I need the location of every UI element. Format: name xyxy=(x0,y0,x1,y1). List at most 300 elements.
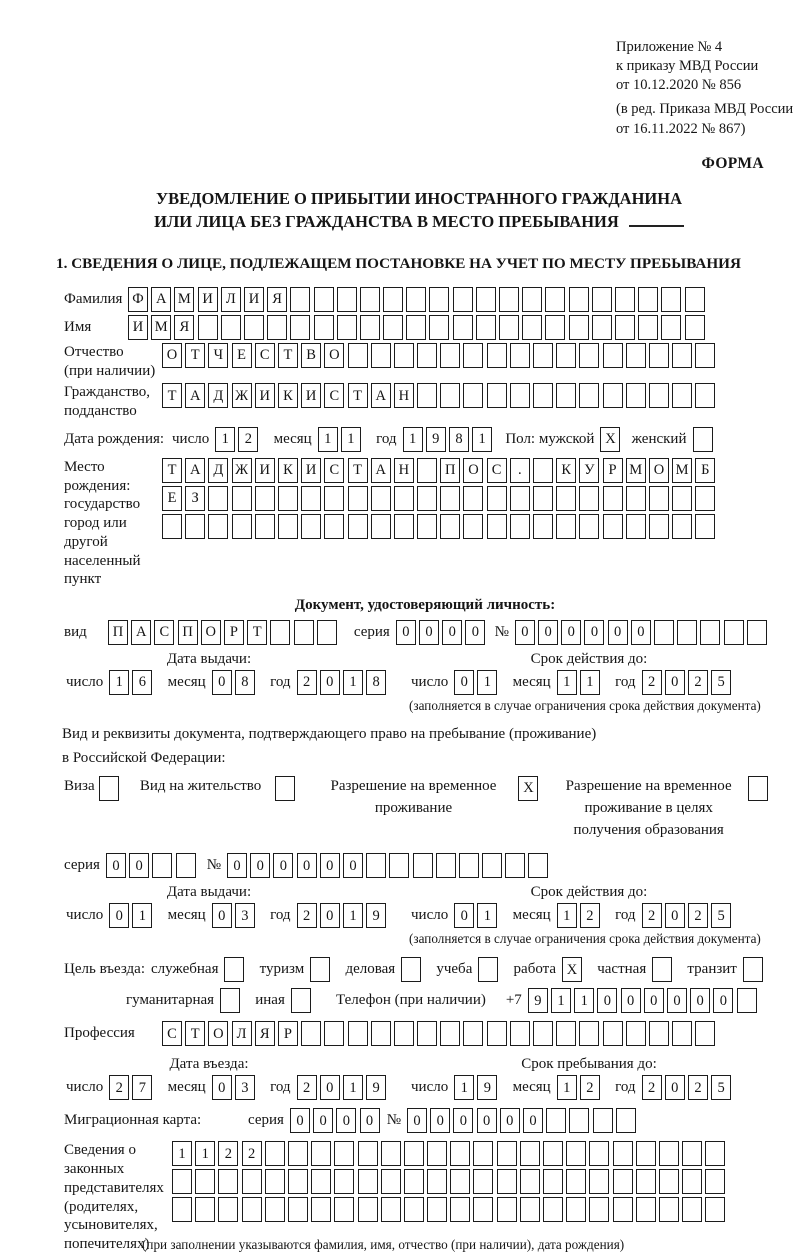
char-cell[interactable]: 1 xyxy=(215,427,235,452)
empty-cell[interactable] xyxy=(371,1021,391,1046)
empty-cell[interactable] xyxy=(278,514,298,539)
empty-cell[interactable] xyxy=(185,514,205,539)
empty-cell[interactable] xyxy=(381,1197,401,1222)
char-cell[interactable]: 2 xyxy=(297,1075,317,1100)
char-cell[interactable]: Е xyxy=(232,343,252,368)
empty-cell[interactable] xyxy=(99,776,119,801)
empty-cell[interactable] xyxy=(695,343,715,368)
empty-cell[interactable] xyxy=(358,1169,378,1194)
char-cell[interactable]: 1 xyxy=(551,988,571,1013)
empty-cell[interactable] xyxy=(603,486,623,511)
empty-cell[interactable] xyxy=(543,1197,563,1222)
char-cell[interactable]: Т xyxy=(185,343,205,368)
empty-cell[interactable] xyxy=(255,486,275,511)
empty-cell[interactable] xyxy=(218,1197,238,1222)
empty-cell[interactable] xyxy=(661,315,681,340)
char-cell[interactable]: О xyxy=(324,343,344,368)
empty-cell[interactable] xyxy=(394,486,414,511)
empty-cell[interactable] xyxy=(290,287,310,312)
char-cell[interactable]: 0 xyxy=(523,1108,543,1133)
char-cell[interactable]: 0 xyxy=(407,1108,427,1133)
char-cell[interactable]: П xyxy=(178,620,198,645)
char-cell[interactable]: 2 xyxy=(218,1141,238,1166)
empty-cell[interactable] xyxy=(417,486,437,511)
empty-cell[interactable] xyxy=(429,287,449,312)
empty-cell[interactable] xyxy=(505,853,525,878)
empty-cell[interactable] xyxy=(661,287,681,312)
empty-cell[interactable] xyxy=(337,315,357,340)
char-cell[interactable]: Т xyxy=(348,383,368,408)
char-cell[interactable]: 1 xyxy=(477,670,497,695)
char-cell[interactable]: 0 xyxy=(320,853,340,878)
char-cell[interactable]: 0 xyxy=(713,988,733,1013)
char-cell[interactable]: К xyxy=(278,383,298,408)
char-cell[interactable]: 2 xyxy=(688,903,708,928)
empty-cell[interactable] xyxy=(510,343,530,368)
empty-cell[interactable] xyxy=(440,486,460,511)
char-cell[interactable]: 3 xyxy=(235,903,255,928)
char-cell[interactable]: С xyxy=(487,458,507,483)
char-cell[interactable]: 1 xyxy=(195,1141,215,1166)
char-cell[interactable]: 0 xyxy=(273,853,293,878)
empty-cell[interactable] xyxy=(195,1197,215,1222)
empty-cell[interactable] xyxy=(748,776,768,801)
char-cell[interactable]: 2 xyxy=(242,1141,262,1166)
empty-cell[interactable] xyxy=(337,287,357,312)
empty-cell[interactable] xyxy=(705,1169,725,1194)
char-cell[interactable]: Ж xyxy=(232,383,252,408)
char-cell[interactable]: 0 xyxy=(667,988,687,1013)
empty-cell[interactable] xyxy=(172,1169,192,1194)
empty-cell[interactable] xyxy=(569,315,589,340)
char-cell[interactable]: 2 xyxy=(642,1075,662,1100)
char-cell[interactable]: Я xyxy=(267,287,287,312)
empty-cell[interactable] xyxy=(334,1197,354,1222)
char-cell[interactable]: 0 xyxy=(561,620,581,645)
empty-cell[interactable] xyxy=(695,383,715,408)
empty-cell[interactable] xyxy=(636,1169,656,1194)
char-cell[interactable]: С xyxy=(324,458,344,483)
char-cell[interactable]: О xyxy=(162,343,182,368)
char-cell[interactable]: 5 xyxy=(711,903,731,928)
empty-cell[interactable] xyxy=(556,383,576,408)
empty-cell[interactable] xyxy=(566,1197,586,1222)
char-cell[interactable]: О xyxy=(649,458,669,483)
char-cell[interactable]: И xyxy=(301,458,321,483)
char-cell[interactable]: 1 xyxy=(580,670,600,695)
char-cell[interactable]: В xyxy=(301,343,321,368)
char-cell[interactable]: М xyxy=(174,287,194,312)
empty-cell[interactable] xyxy=(348,486,368,511)
empty-cell[interactable] xyxy=(522,287,542,312)
char-cell[interactable]: 0 xyxy=(320,670,340,695)
char-cell[interactable]: 1 xyxy=(343,1075,363,1100)
empty-cell[interactable] xyxy=(613,1169,633,1194)
empty-cell[interactable] xyxy=(654,620,674,645)
empty-cell[interactable] xyxy=(695,486,715,511)
char-cell[interactable]: А xyxy=(185,383,205,408)
char-cell[interactable]: 2 xyxy=(688,1075,708,1100)
empty-cell[interactable] xyxy=(626,343,646,368)
empty-cell[interactable] xyxy=(545,315,565,340)
empty-cell[interactable] xyxy=(482,853,502,878)
char-cell[interactable]: 2 xyxy=(297,670,317,695)
char-cell[interactable]: 1 xyxy=(341,427,361,452)
char-cell[interactable]: 0 xyxy=(212,1075,232,1100)
char-cell[interactable]: 9 xyxy=(366,1075,386,1100)
empty-cell[interactable] xyxy=(417,1021,437,1046)
char-cell[interactable]: У xyxy=(579,458,599,483)
empty-cell[interactable] xyxy=(649,514,669,539)
char-cell[interactable]: И xyxy=(198,287,218,312)
empty-cell[interactable] xyxy=(593,1108,613,1133)
char-cell[interactable]: 9 xyxy=(477,1075,497,1100)
empty-cell[interactable] xyxy=(232,514,252,539)
empty-cell[interactable] xyxy=(649,343,669,368)
char-cell[interactable]: Я xyxy=(255,1021,275,1046)
char-cell[interactable]: 0 xyxy=(320,903,340,928)
char-cell[interactable]: . xyxy=(510,458,530,483)
empty-cell[interactable] xyxy=(473,1169,493,1194)
char-cell[interactable]: 0 xyxy=(538,620,558,645)
empty-cell[interactable] xyxy=(569,1108,589,1133)
empty-cell[interactable] xyxy=(301,486,321,511)
empty-cell[interactable] xyxy=(436,853,456,878)
char-cell[interactable]: Т xyxy=(247,620,267,645)
empty-cell[interactable] xyxy=(487,1021,507,1046)
empty-cell[interactable] xyxy=(208,514,228,539)
char-cell[interactable]: 0 xyxy=(621,988,641,1013)
char-cell[interactable]: 8 xyxy=(366,670,386,695)
empty-cell[interactable] xyxy=(381,1169,401,1194)
empty-cell[interactable] xyxy=(301,514,321,539)
char-cell[interactable]: 0 xyxy=(665,670,685,695)
char-cell[interactable]: А xyxy=(151,287,171,312)
char-cell[interactable]: Т xyxy=(162,383,182,408)
empty-cell[interactable] xyxy=(324,486,344,511)
empty-cell[interactable] xyxy=(401,957,421,982)
empty-cell[interactable] xyxy=(476,287,496,312)
char-cell[interactable]: Д xyxy=(208,458,228,483)
empty-cell[interactable] xyxy=(195,1169,215,1194)
empty-cell[interactable] xyxy=(695,1021,715,1046)
char-cell[interactable]: А xyxy=(371,458,391,483)
empty-cell[interactable] xyxy=(615,287,635,312)
char-cell[interactable]: 2 xyxy=(688,670,708,695)
empty-cell[interactable] xyxy=(546,1108,566,1133)
empty-cell[interactable] xyxy=(267,315,287,340)
char-cell[interactable]: 2 xyxy=(642,903,662,928)
empty-cell[interactable] xyxy=(162,514,182,539)
empty-cell[interactable] xyxy=(743,957,763,982)
char-cell[interactable]: 1 xyxy=(454,1075,474,1100)
empty-cell[interactable] xyxy=(672,383,692,408)
empty-cell[interactable] xyxy=(221,315,241,340)
char-cell[interactable]: 2 xyxy=(642,670,662,695)
empty-cell[interactable] xyxy=(417,343,437,368)
empty-cell[interactable] xyxy=(533,514,553,539)
empty-cell[interactable] xyxy=(334,1169,354,1194)
empty-cell[interactable] xyxy=(310,957,330,982)
empty-cell[interactable] xyxy=(672,343,692,368)
empty-cell[interactable] xyxy=(603,343,623,368)
empty-cell[interactable] xyxy=(450,1169,470,1194)
empty-cell[interactable] xyxy=(324,1021,344,1046)
char-cell[interactable]: 0 xyxy=(584,620,604,645)
char-cell[interactable]: М xyxy=(626,458,646,483)
char-cell[interactable]: 1 xyxy=(343,903,363,928)
empty-cell[interactable] xyxy=(440,343,460,368)
char-cell[interactable]: 1 xyxy=(403,427,423,452)
empty-cell[interactable] xyxy=(324,514,344,539)
empty-cell[interactable] xyxy=(569,287,589,312)
empty-cell[interactable] xyxy=(301,1021,321,1046)
char-cell[interactable]: С xyxy=(324,383,344,408)
empty-cell[interactable] xyxy=(314,315,334,340)
char-cell[interactable]: 0 xyxy=(631,620,651,645)
char-cell[interactable]: 1 xyxy=(472,427,492,452)
char-cell[interactable]: X xyxy=(600,427,620,452)
empty-cell[interactable] xyxy=(487,343,507,368)
char-cell[interactable]: Р xyxy=(603,458,623,483)
char-cell[interactable]: Л xyxy=(232,1021,252,1046)
empty-cell[interactable] xyxy=(556,486,576,511)
char-cell[interactable]: 6 xyxy=(132,670,152,695)
empty-cell[interactable] xyxy=(152,853,172,878)
char-cell[interactable]: Б xyxy=(695,458,715,483)
empty-cell[interactable] xyxy=(275,776,295,801)
empty-cell[interactable] xyxy=(649,1021,669,1046)
empty-cell[interactable] xyxy=(176,853,196,878)
empty-cell[interactable] xyxy=(371,343,391,368)
empty-cell[interactable] xyxy=(693,427,713,452)
char-cell[interactable]: П xyxy=(108,620,128,645)
char-cell[interactable]: 9 xyxy=(366,903,386,928)
empty-cell[interactable] xyxy=(242,1169,262,1194)
char-cell[interactable]: 0 xyxy=(396,620,416,645)
char-cell[interactable]: О xyxy=(463,458,483,483)
empty-cell[interactable] xyxy=(244,315,264,340)
empty-cell[interactable] xyxy=(348,514,368,539)
char-cell[interactable]: 2 xyxy=(580,1075,600,1100)
empty-cell[interactable] xyxy=(288,1197,308,1222)
empty-cell[interactable] xyxy=(747,620,767,645)
empty-cell[interactable] xyxy=(232,486,252,511)
empty-cell[interactable] xyxy=(556,343,576,368)
char-cell[interactable]: 0 xyxy=(320,1075,340,1100)
empty-cell[interactable] xyxy=(520,1197,540,1222)
empty-cell[interactable] xyxy=(533,383,553,408)
empty-cell[interactable] xyxy=(510,514,530,539)
empty-cell[interactable] xyxy=(510,383,530,408)
empty-cell[interactable] xyxy=(695,514,715,539)
empty-cell[interactable] xyxy=(429,315,449,340)
empty-cell[interactable] xyxy=(556,514,576,539)
char-cell[interactable]: 0 xyxy=(212,903,232,928)
empty-cell[interactable] xyxy=(579,486,599,511)
empty-cell[interactable] xyxy=(450,1197,470,1222)
empty-cell[interactable] xyxy=(366,853,386,878)
char-cell[interactable]: 0 xyxy=(227,853,247,878)
char-cell[interactable]: 0 xyxy=(453,1108,473,1133)
empty-cell[interactable] xyxy=(394,343,414,368)
empty-cell[interactable] xyxy=(510,486,530,511)
char-cell[interactable]: 0 xyxy=(212,670,232,695)
empty-cell[interactable] xyxy=(579,514,599,539)
empty-cell[interactable] xyxy=(360,287,380,312)
empty-cell[interactable] xyxy=(417,458,437,483)
empty-cell[interactable] xyxy=(579,343,599,368)
char-cell[interactable]: 0 xyxy=(454,670,474,695)
char-cell[interactable]: 0 xyxy=(109,903,129,928)
char-cell[interactable]: 1 xyxy=(172,1141,192,1166)
empty-cell[interactable] xyxy=(463,1021,483,1046)
char-cell[interactable]: 5 xyxy=(711,1075,731,1100)
empty-cell[interactable] xyxy=(463,514,483,539)
empty-cell[interactable] xyxy=(218,1169,238,1194)
empty-cell[interactable] xyxy=(589,1169,609,1194)
char-cell[interactable]: X xyxy=(562,957,582,982)
char-cell[interactable]: З xyxy=(185,486,205,511)
empty-cell[interactable] xyxy=(566,1169,586,1194)
empty-cell[interactable] xyxy=(291,988,311,1013)
empty-cell[interactable] xyxy=(528,853,548,878)
empty-cell[interactable] xyxy=(700,620,720,645)
empty-cell[interactable] xyxy=(682,1197,702,1222)
char-cell[interactable]: И xyxy=(255,458,275,483)
char-cell[interactable]: 1 xyxy=(132,903,152,928)
empty-cell[interactable] xyxy=(626,1021,646,1046)
empty-cell[interactable] xyxy=(724,620,744,645)
char-cell[interactable]: С xyxy=(255,343,275,368)
empty-cell[interactable] xyxy=(589,1197,609,1222)
empty-cell[interactable] xyxy=(478,957,498,982)
empty-cell[interactable] xyxy=(737,988,757,1013)
empty-cell[interactable] xyxy=(348,1021,368,1046)
empty-cell[interactable] xyxy=(615,315,635,340)
char-cell[interactable]: 0 xyxy=(419,620,439,645)
empty-cell[interactable] xyxy=(440,383,460,408)
char-cell[interactable]: 1 xyxy=(557,1075,577,1100)
empty-cell[interactable] xyxy=(652,957,672,982)
empty-cell[interactable] xyxy=(265,1197,285,1222)
char-cell[interactable]: 0 xyxy=(360,1108,380,1133)
char-cell[interactable]: 0 xyxy=(297,853,317,878)
empty-cell[interactable] xyxy=(487,514,507,539)
empty-cell[interactable] xyxy=(413,853,433,878)
empty-cell[interactable] xyxy=(427,1197,447,1222)
empty-cell[interactable] xyxy=(603,514,623,539)
char-cell[interactable]: Я xyxy=(174,315,194,340)
empty-cell[interactable] xyxy=(677,620,697,645)
char-cell[interactable]: О xyxy=(201,620,221,645)
empty-cell[interactable] xyxy=(543,1169,563,1194)
empty-cell[interactable] xyxy=(290,315,310,340)
empty-cell[interactable] xyxy=(497,1169,517,1194)
char-cell[interactable]: 2 xyxy=(109,1075,129,1100)
char-cell[interactable]: 0 xyxy=(106,853,126,878)
empty-cell[interactable] xyxy=(616,1108,636,1133)
empty-cell[interactable] xyxy=(487,383,507,408)
empty-cell[interactable] xyxy=(389,853,409,878)
char-cell[interactable]: 0 xyxy=(336,1108,356,1133)
char-cell[interactable]: 0 xyxy=(597,988,617,1013)
empty-cell[interactable] xyxy=(394,1021,414,1046)
char-cell[interactable]: Р xyxy=(224,620,244,645)
char-cell[interactable]: 0 xyxy=(608,620,628,645)
char-cell[interactable]: Ч xyxy=(208,343,228,368)
char-cell[interactable]: 0 xyxy=(129,853,149,878)
empty-cell[interactable] xyxy=(626,383,646,408)
char-cell[interactable]: Ф xyxy=(128,287,148,312)
char-cell[interactable]: О xyxy=(208,1021,228,1046)
empty-cell[interactable] xyxy=(649,383,669,408)
empty-cell[interactable] xyxy=(255,514,275,539)
empty-cell[interactable] xyxy=(579,1021,599,1046)
empty-cell[interactable] xyxy=(476,315,496,340)
empty-cell[interactable] xyxy=(672,514,692,539)
char-cell[interactable]: 0 xyxy=(465,620,485,645)
empty-cell[interactable] xyxy=(172,1197,192,1222)
empty-cell[interactable] xyxy=(592,287,612,312)
empty-cell[interactable] xyxy=(383,287,403,312)
empty-cell[interactable] xyxy=(371,486,391,511)
empty-cell[interactable] xyxy=(659,1197,679,1222)
char-cell[interactable]: 0 xyxy=(665,903,685,928)
char-cell[interactable]: К xyxy=(278,458,298,483)
empty-cell[interactable] xyxy=(440,1021,460,1046)
empty-cell[interactable] xyxy=(404,1169,424,1194)
empty-cell[interactable] xyxy=(520,1169,540,1194)
empty-cell[interactable] xyxy=(270,620,290,645)
empty-cell[interactable] xyxy=(638,287,658,312)
char-cell[interactable]: К xyxy=(556,458,576,483)
empty-cell[interactable] xyxy=(649,486,669,511)
char-cell[interactable]: С xyxy=(154,620,174,645)
char-cell[interactable]: 0 xyxy=(690,988,710,1013)
char-cell[interactable]: Н xyxy=(394,383,414,408)
char-cell[interactable]: 2 xyxy=(297,903,317,928)
char-cell[interactable]: 1 xyxy=(477,903,497,928)
empty-cell[interactable] xyxy=(294,620,314,645)
empty-cell[interactable] xyxy=(311,1197,331,1222)
empty-cell[interactable] xyxy=(533,343,553,368)
empty-cell[interactable] xyxy=(453,287,473,312)
empty-cell[interactable] xyxy=(394,514,414,539)
char-cell[interactable]: 0 xyxy=(500,1108,520,1133)
char-cell[interactable]: 3 xyxy=(235,1075,255,1100)
empty-cell[interactable] xyxy=(417,383,437,408)
char-cell[interactable]: А xyxy=(131,620,151,645)
empty-cell[interactable] xyxy=(440,514,460,539)
empty-cell[interactable] xyxy=(427,1169,447,1194)
empty-cell[interactable] xyxy=(685,287,705,312)
empty-cell[interactable] xyxy=(497,1197,517,1222)
empty-cell[interactable] xyxy=(705,1197,725,1222)
empty-cell[interactable] xyxy=(463,383,483,408)
char-cell[interactable]: С xyxy=(162,1021,182,1046)
char-cell[interactable]: 0 xyxy=(644,988,664,1013)
char-cell[interactable]: 7 xyxy=(132,1075,152,1100)
empty-cell[interactable] xyxy=(672,486,692,511)
empty-cell[interactable] xyxy=(371,514,391,539)
char-cell[interactable]: А xyxy=(185,458,205,483)
empty-cell[interactable] xyxy=(579,383,599,408)
char-cell[interactable]: А xyxy=(371,383,391,408)
char-cell[interactable]: 5 xyxy=(711,670,731,695)
char-cell[interactable]: 1 xyxy=(574,988,594,1013)
empty-cell[interactable] xyxy=(317,620,337,645)
